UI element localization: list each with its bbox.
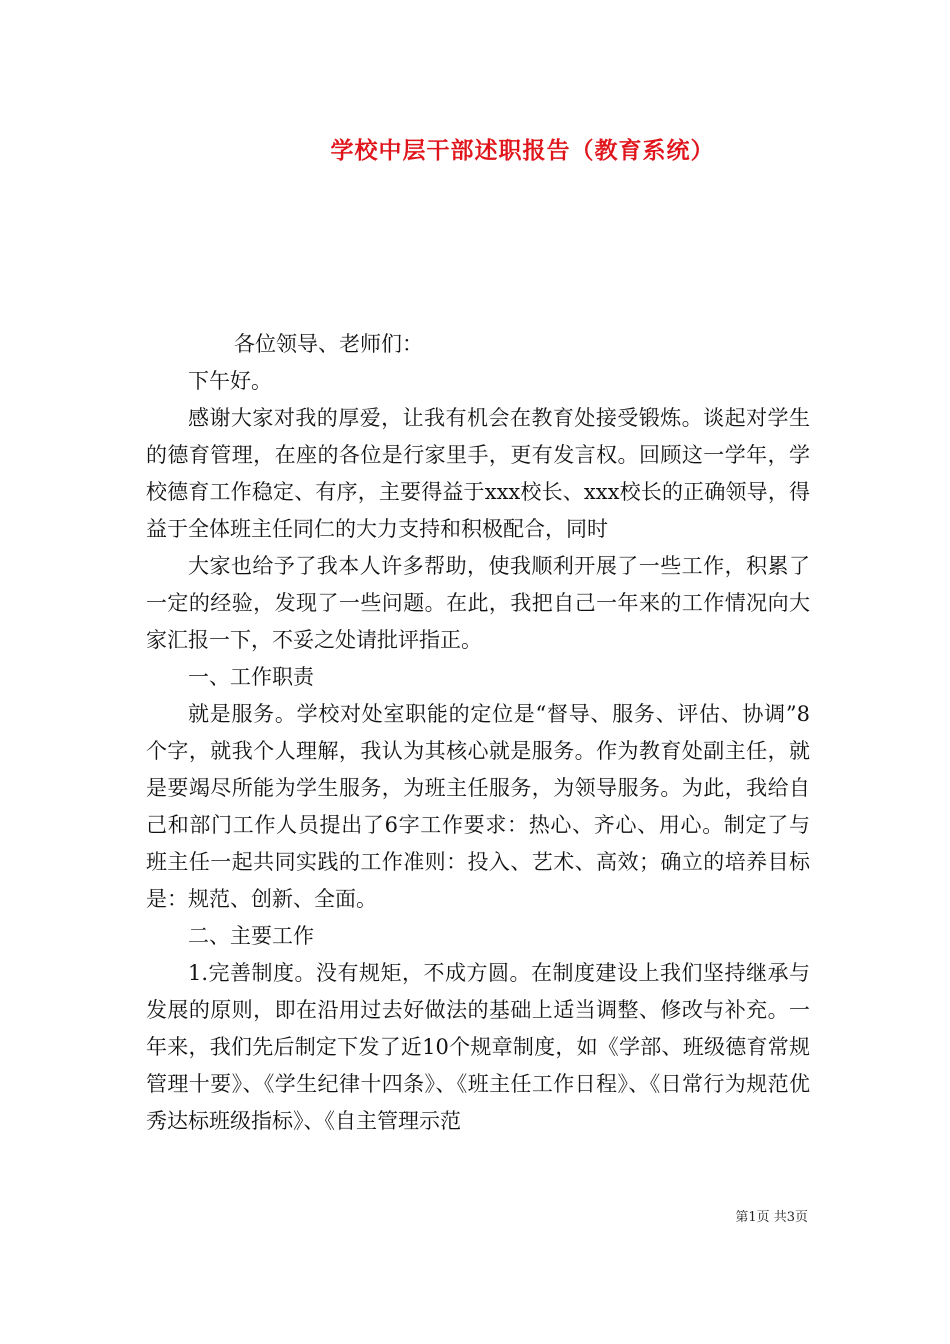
document-body [146, 326, 810, 1140]
section-heading: 二、主要工作 [188, 924, 314, 948]
document-title: 学校中层干部述职报告（教育系统） [330, 137, 715, 164]
body-paragraph: 1.完善制度。没有规矩，不成方圆。在制度建设上我们坚持继承与发展的原则，即在沿用过去好做法的基础上适当调整、修改与补充。一年来，我们先后制定下发了近10个规章制度，如《学部、班级德育常规管理十要》、《学生纪律十四条》、《班主任工作日程》、《日常行为规范优秀达标班级指标》、《自主管理示范 [146, 961, 810, 1133]
body-paragraph: 感谢大家对我的厚爱，让我有机会在教育处接受锻炼。谈起对学生的德育管理，在座的各位是行家里手，更有发言权。回顾这一学年，学校德育工作稳定、有序，主要得益于xxx校长、xxx校长的正确领导，得益于全体班主任同仁的大力支持和积极配合，同时 [146, 406, 810, 541]
greeting-paragraph: 下午好。 [188, 369, 272, 393]
page-number-footer: 第1页 共3页 [735, 1210, 808, 1225]
section-heading: 一、工作职责 [188, 665, 314, 689]
body-paragraph: 就是服务。学校对处室职能的定位是“督导、服务、评估、协调”8个字，就我个人理解，我认为其核心就是服务。作为教育处副主任，就是要竭尽所能为学生服务，为班主任服务，为领导服务。为此，我给自己和部门工作人员提出了6字工作要求：热心、齐心、用心。制定了与班主任一起共同实践的工作准则：投入、艺术、高效；确立的培养目标是：规范、创新、全面。 [146, 702, 810, 911]
salutation-paragraph: 各位领导、老师们： [234, 332, 423, 356]
body-paragraph: 大家也给予了我本人许多帮助，使我顺利开展了一些工作，积累了一定的经验，发现了一些问题。在此，我把自己一年来的工作情况向大家汇报一下，不妥之处请批评指正。 [146, 554, 810, 652]
